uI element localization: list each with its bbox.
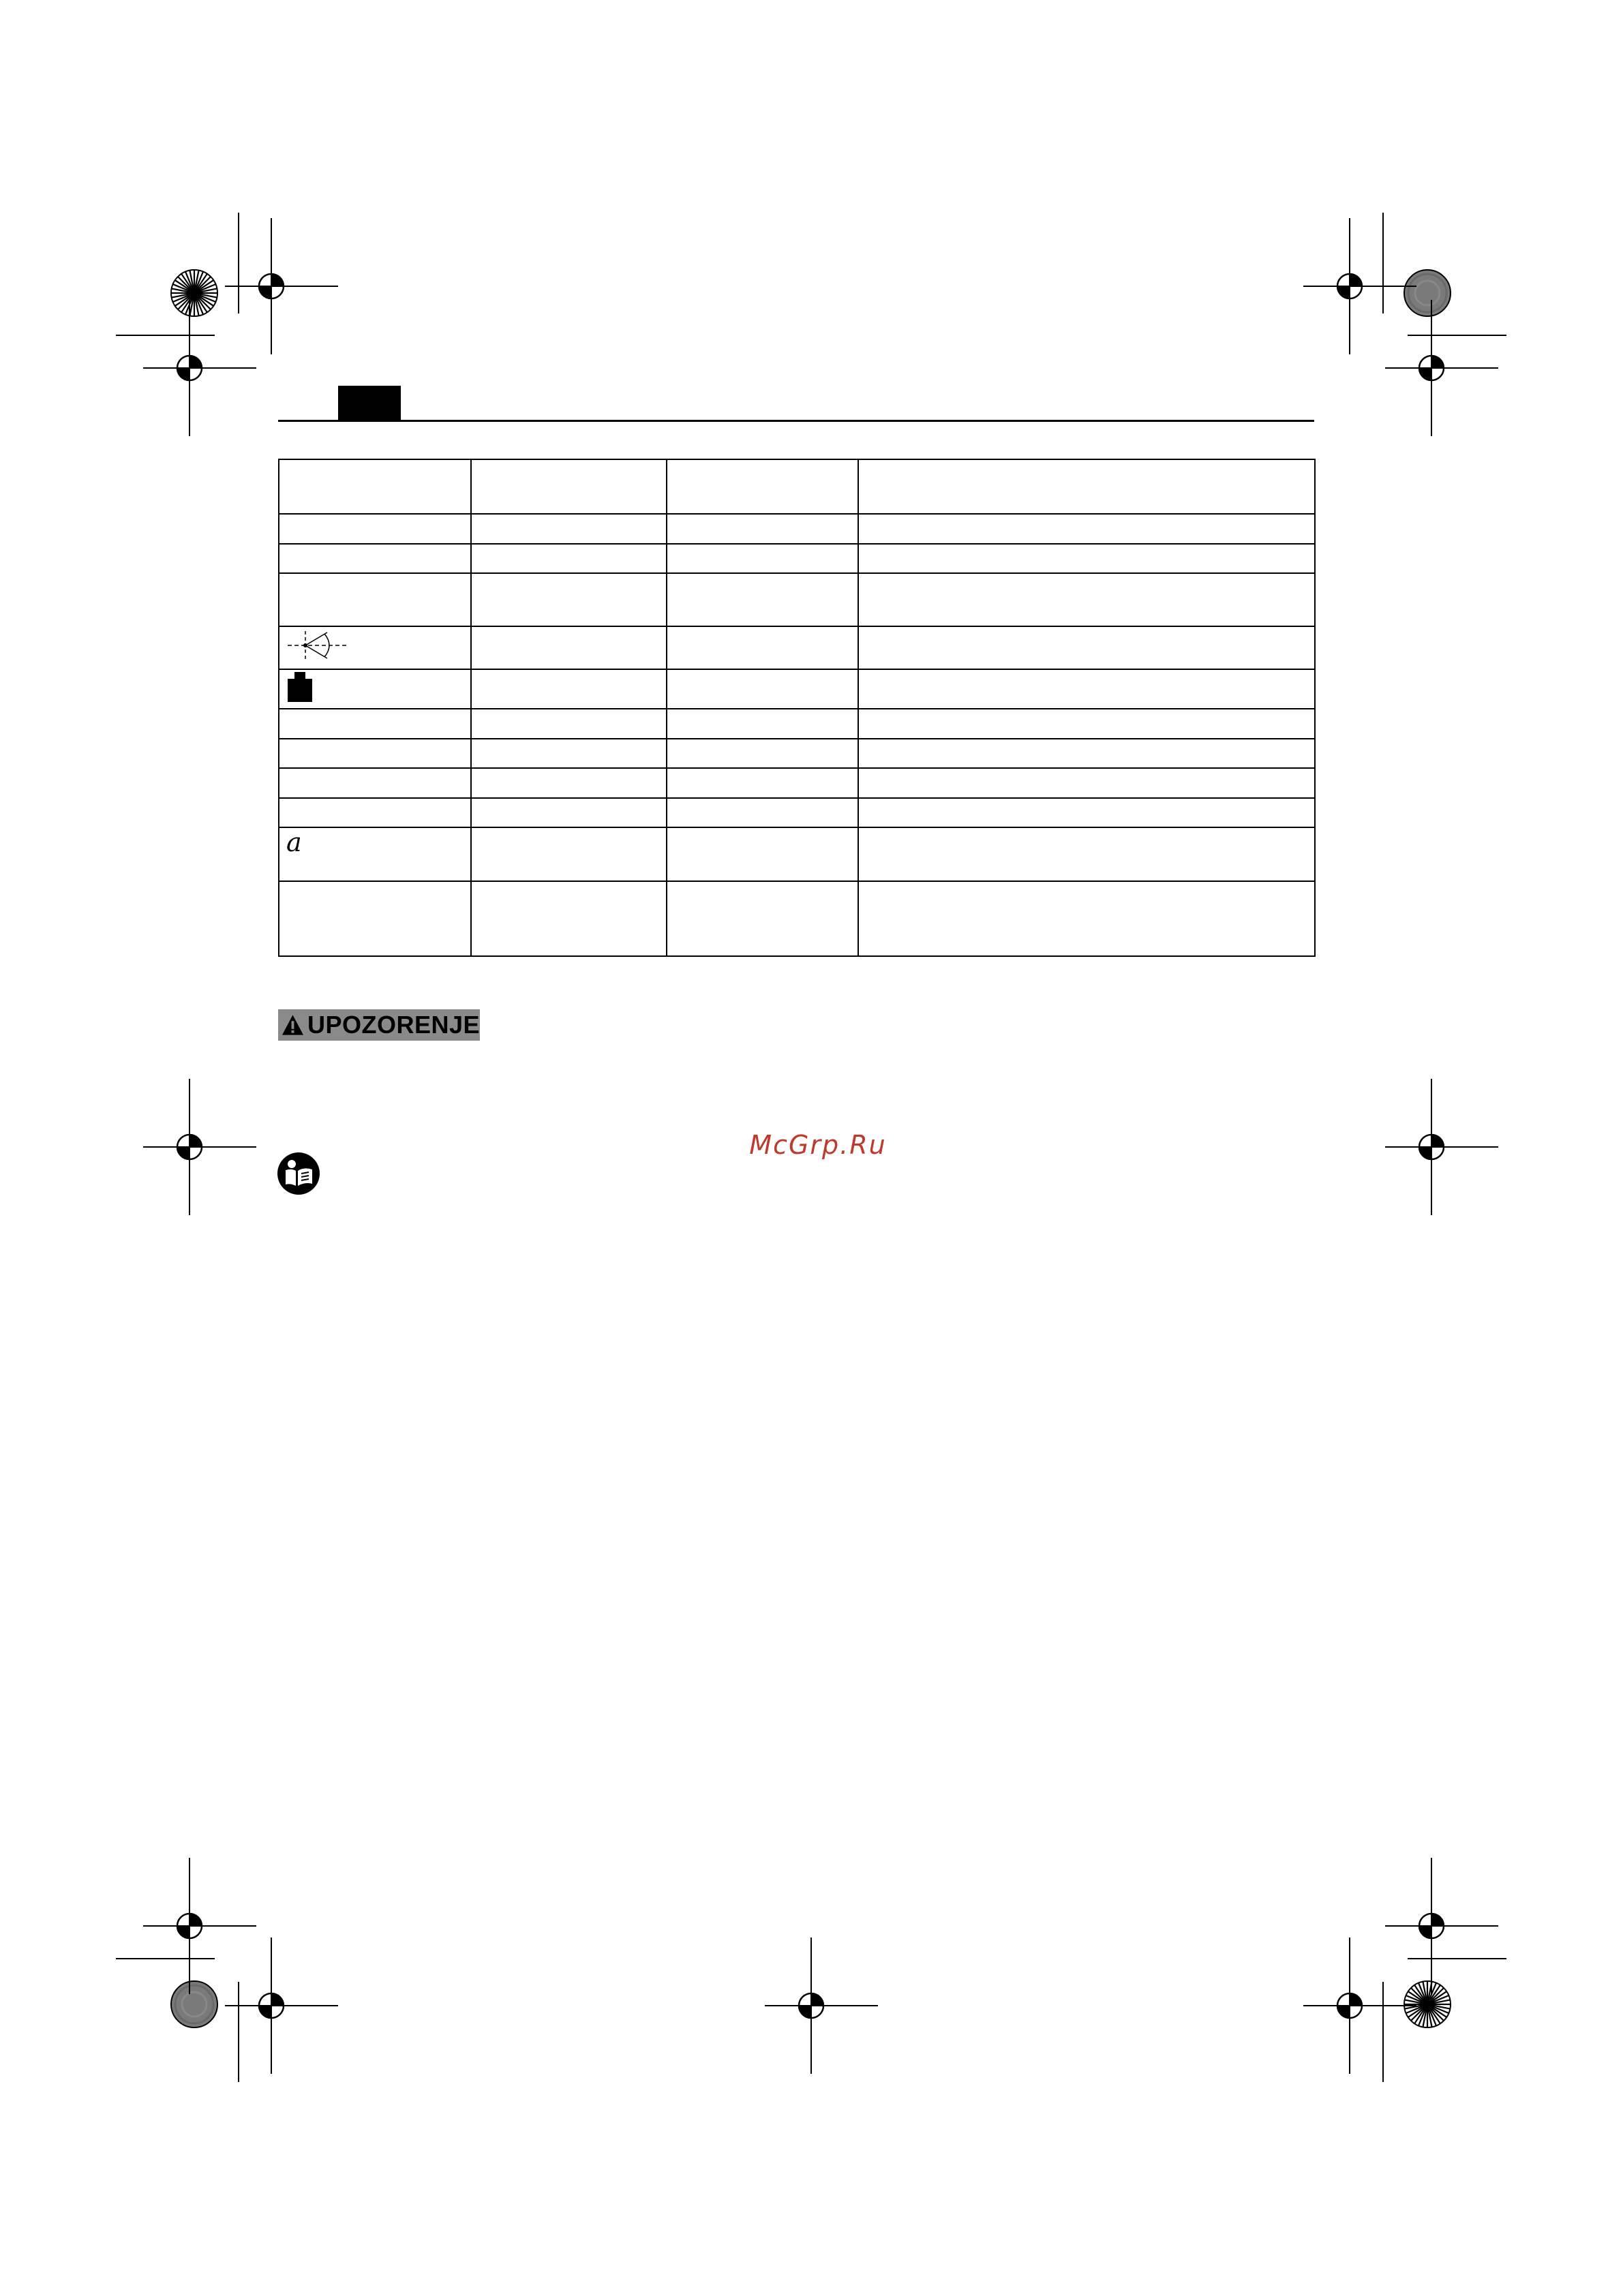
table-cell <box>279 459 471 514</box>
table-cell <box>279 709 471 739</box>
table-cell <box>858 573 1315 626</box>
table-cell <box>667 626 858 669</box>
table-cell <box>858 514 1315 544</box>
table-cell <box>858 626 1315 669</box>
table-cell <box>279 514 471 544</box>
table-cell <box>279 798 471 827</box>
table-cell <box>279 768 471 798</box>
warning-triangle-icon <box>281 1013 305 1037</box>
table-row <box>279 459 1315 514</box>
table-cell <box>667 739 858 768</box>
table-row <box>279 573 1315 626</box>
table-cell <box>667 827 858 881</box>
table-row <box>279 709 1315 739</box>
table-row <box>279 669 1315 709</box>
table-cell <box>471 544 667 573</box>
table-cell <box>471 881 667 956</box>
table-cell <box>279 739 471 768</box>
table-cell <box>667 514 858 544</box>
table-cell <box>279 827 471 881</box>
table-cell <box>858 881 1315 956</box>
table-cell <box>279 881 471 956</box>
table-cell <box>279 626 471 669</box>
table-cell <box>667 459 858 514</box>
table-cell <box>858 768 1315 798</box>
angle-icon <box>286 628 349 662</box>
technical-data-table <box>278 459 1316 957</box>
table-cell <box>279 573 471 626</box>
watermark: McGrp.Ru <box>749 1130 887 1160</box>
table-cell <box>471 626 667 669</box>
vibration-symbol: a <box>286 827 302 857</box>
table-cell <box>667 768 858 798</box>
table-cell <box>667 709 858 739</box>
table-row <box>279 739 1315 768</box>
table-cell <box>858 544 1315 573</box>
table-cell <box>667 544 858 573</box>
table-cell <box>858 798 1315 827</box>
table-cell <box>667 573 858 626</box>
table-cell <box>471 669 667 709</box>
table-cell <box>471 739 667 768</box>
table-row <box>279 881 1315 956</box>
table-row <box>279 626 1315 669</box>
table-cell <box>667 798 858 827</box>
table-row <box>279 768 1315 798</box>
warning-label <box>278 1009 480 1041</box>
table-row <box>279 514 1315 544</box>
table-cell <box>858 669 1315 709</box>
table-cell <box>279 669 471 709</box>
table-cell <box>471 709 667 739</box>
table-cell <box>471 573 667 626</box>
table-cell <box>667 669 858 709</box>
table-cell <box>858 739 1315 768</box>
weight-icon <box>286 671 314 703</box>
table-cell <box>471 514 667 544</box>
table-cell <box>471 798 667 827</box>
table-cell <box>858 709 1315 739</box>
table-cell <box>279 544 471 573</box>
table-cell <box>471 827 667 881</box>
read-manual-icon <box>277 1152 320 1195</box>
table-row <box>279 798 1315 827</box>
table-cell <box>471 768 667 798</box>
section-tab <box>338 386 401 420</box>
table-row <box>279 827 1315 881</box>
table-cell <box>858 459 1315 514</box>
header-rule <box>278 420 1314 422</box>
table-cell <box>858 827 1315 881</box>
warning-label-text: UPOZORENJE <box>307 1011 480 1039</box>
table-row <box>279 544 1315 573</box>
table-cell <box>471 459 667 514</box>
table-cell <box>667 881 858 956</box>
